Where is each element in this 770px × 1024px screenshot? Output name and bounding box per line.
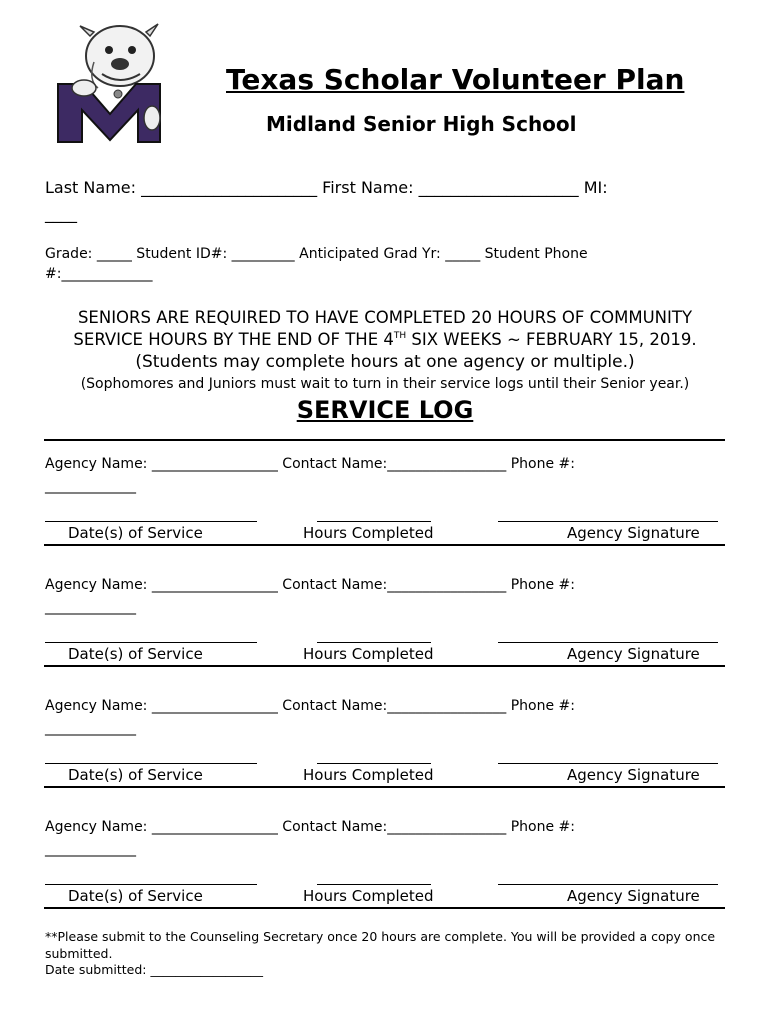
submission-note: **Please submit to the Counseling Secretary once 20 hours are complete. You will be provided a copy once submitted. (45, 929, 716, 961)
requirement-line-2-post: SIX WEEKS ~ FEBRUARY 15, 2019. (406, 330, 697, 349)
date-signature-line[interactable] (45, 521, 257, 522)
date-of-service-label: Date(s) of Service (68, 645, 203, 663)
agency-signature-label: Agency Signature (567, 524, 700, 542)
hours-completed-label: Hours Completed (303, 887, 434, 905)
bulldog-logo-icon (54, 22, 164, 144)
agency-signature-line[interactable] (498, 884, 718, 885)
requirement-line-3: (Students may complete hours at one agency or multiple.) (135, 352, 635, 372)
hours-signature-line[interactable] (317, 763, 431, 764)
hours-completed-label: Hours Completed (303, 766, 434, 784)
agency-fields-line[interactable]: Agency Name: __________________ Contact Name:_________________ Phone #: (45, 577, 575, 593)
school-name: Midland Senior High School (266, 112, 577, 136)
requirement-line-1: SENIORS ARE REQUIRED TO HAVE COMPLETED 20 HOURS OF COMMUNITY (77, 308, 693, 327)
agency-signature-label: Agency Signature (567, 645, 700, 663)
agency-fields-line[interactable]: Agency Name: __________________ Contact Name:_________________ Phone #: (45, 456, 575, 472)
requirement-line-2 (0, 330, 770, 349)
requirement-line-2-pre: SERVICE HOURS BY THE END OF THE 4 (73, 330, 394, 349)
hours-signature-line[interactable] (317, 521, 431, 522)
agency-signature-line[interactable] (498, 763, 718, 764)
section-rule (44, 786, 725, 788)
phone-field-continuation[interactable]: _____________ (45, 841, 136, 857)
footer-note-block (45, 929, 735, 979)
date-submitted-field[interactable]: Date submitted: __________________ (45, 962, 263, 977)
mi-field-continuation[interactable]: ____ (45, 204, 77, 223)
section-rule (44, 907, 725, 909)
phone-field-continuation[interactable]: _____________ (45, 478, 136, 494)
date-signature-line[interactable] (45, 642, 257, 643)
requirement-line-4: (Sophomores and Juniors must wait to turn in their service logs until their Senior year.) (80, 376, 690, 392)
hours-completed-label: Hours Completed (303, 645, 434, 663)
hours-signature-line[interactable] (317, 642, 431, 643)
agency-signature-label: Agency Signature (567, 766, 700, 784)
section-rule (44, 439, 725, 441)
requirement-ordinal-suffix: TH (393, 331, 407, 341)
hours-completed-label: Hours Completed (303, 524, 434, 542)
phone-field-continuation[interactable]: _____________ (45, 720, 136, 736)
date-of-service-label: Date(s) of Service (68, 766, 203, 784)
date-signature-line[interactable] (45, 763, 257, 764)
section-rule (44, 665, 725, 667)
section-rule (44, 544, 725, 546)
name-fields-line[interactable]: Last Name: ______________________ First Name: ____________________ MI: (45, 178, 608, 197)
agency-signature-label: Agency Signature (567, 887, 700, 905)
agency-fields-line[interactable]: Agency Name: __________________ Contact Name:_________________ Phone #: (45, 698, 575, 714)
grade-id-fields-line[interactable]: Grade: _____ Student ID#: _________ Anticipated Grad Yr: _____ Student Phone (45, 246, 588, 262)
phone-field-continuation[interactable]: #:_____________ (45, 266, 153, 282)
service-log-title: SERVICE LOG (296, 396, 474, 424)
form-title: Texas Scholar Volunteer Plan (226, 63, 685, 96)
agency-signature-line[interactable] (498, 521, 718, 522)
date-signature-line[interactable] (45, 884, 257, 885)
date-of-service-label: Date(s) of Service (68, 524, 203, 542)
agency-fields-line[interactable]: Agency Name: __________________ Contact Name:_________________ Phone #: (45, 819, 575, 835)
phone-field-continuation[interactable]: _____________ (45, 599, 136, 615)
date-of-service-label: Date(s) of Service (68, 887, 203, 905)
agency-signature-line[interactable] (498, 642, 718, 643)
hours-signature-line[interactable] (317, 884, 431, 885)
